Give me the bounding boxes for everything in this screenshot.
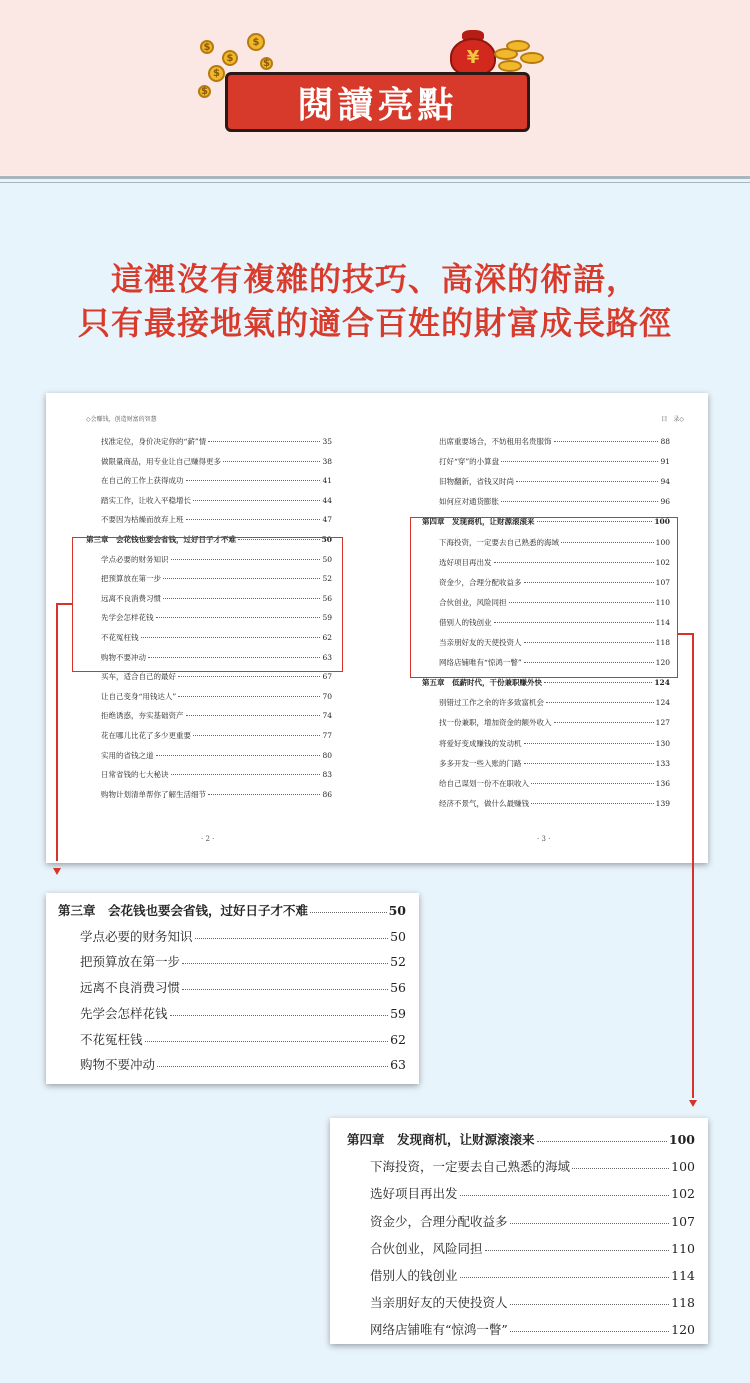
toc-leader-dots: [157, 1065, 388, 1067]
toc-title: 下海投资，一定要去自己熟悉的海域: [439, 537, 559, 547]
toc-page-number: 100: [671, 1159, 695, 1175]
toc-title: 资金少，合理分配收益多: [439, 577, 522, 587]
toc-row: [439, 436, 670, 447]
toc-title: 先学会怎样花钱: [101, 613, 154, 623]
toc-page-number: 120: [671, 1322, 695, 1338]
toc-title: 借别人的钱创业: [370, 1268, 458, 1283]
toc-page-number: 114: [671, 1268, 695, 1283]
toc-page-number: 100: [655, 537, 670, 547]
toc-title: 不花冤枉钱: [80, 1031, 143, 1047]
toc-leader-dots: [531, 802, 654, 804]
toc-row: [370, 1239, 695, 1257]
coin-icon: $: [260, 57, 273, 70]
toc-title: 选好项目再出发: [439, 557, 492, 567]
toc-leader-dots: [145, 1040, 389, 1042]
toc-title: 买车，适合自己的最好: [101, 672, 176, 682]
toc-title: 下海投资，一定要去自己熟悉的海域: [370, 1159, 571, 1175]
toc-leader-dots: [186, 518, 321, 520]
toc-row: [80, 1030, 406, 1048]
toc-leader-dots: [510, 1330, 669, 1332]
page-header: ◇会赚钱，创造财富的智慧: [86, 416, 157, 423]
toc-row: [439, 758, 670, 769]
toc-title: 不花冤枉钱: [101, 633, 139, 642]
toc-leader-dots: [510, 1222, 670, 1224]
toc-page-number: 107: [655, 577, 670, 587]
toc-row: [370, 1266, 695, 1284]
toc-row: [80, 927, 406, 945]
toc-leader-dots: [182, 962, 388, 964]
book-spread: [46, 393, 708, 863]
toc-page-number: 52: [390, 954, 406, 970]
arrow-down-icon: [53, 868, 61, 875]
coin-stack-icon: [498, 60, 522, 72]
toc-leader-dots: [193, 734, 320, 736]
toc-page-number: 80: [322, 750, 332, 760]
toc-leader-dots: [178, 695, 320, 697]
toc-leader-dots: [460, 1194, 670, 1196]
toc-page-number: 56: [322, 593, 332, 603]
toc-leader-dots: [510, 1303, 670, 1305]
toc-page-number: 50: [321, 535, 332, 544]
toc-leader-dots: [193, 499, 320, 501]
toc-row: [439, 738, 670, 749]
toc-page-number: 50: [388, 903, 406, 918]
toc-page-number: 120: [655, 658, 670, 668]
toc-title: 第四章 发现商机，让财源滚滚来: [422, 517, 535, 527]
toc-leader-dots: [208, 440, 320, 442]
toc-leader-dots: [554, 440, 659, 442]
arrow-down-icon: [689, 1100, 697, 1107]
toc-row: [439, 456, 670, 467]
toc-page-number: 50: [322, 554, 332, 564]
toc-page-number: 56: [390, 980, 406, 996]
toc-row: [101, 671, 332, 682]
toc-row: [80, 1055, 406, 1073]
zoom-card-right: [330, 1118, 708, 1344]
toc-page-number: 83: [322, 770, 332, 780]
toc-page-number: 67: [322, 672, 332, 682]
toc-row: [101, 691, 332, 702]
money-bag-icon: ¥: [450, 38, 496, 76]
toc-title: 做限量商品，用专业让自己赚得更多: [101, 456, 221, 466]
toc-leader-dots: [544, 681, 652, 683]
toc-page-number: 77: [322, 731, 332, 740]
toc-page-number: 114: [655, 617, 670, 627]
toc-chapter-row: [347, 1130, 695, 1148]
toc-title: 将爱好变成赚钱的发动机: [439, 738, 522, 748]
toc-page-number: 62: [390, 1031, 406, 1047]
banner-title: 閱讀亮點: [297, 84, 458, 126]
highlight-box-right: [410, 517, 678, 678]
connector-line: [56, 603, 72, 605]
toc-leader-dots: [537, 1140, 667, 1142]
toc-row: [101, 789, 332, 800]
toc-title: 选好项目再出发: [370, 1186, 458, 1202]
toc-row: [439, 697, 670, 708]
coin-icon: $: [200, 40, 214, 54]
toc-row: [101, 710, 332, 721]
toc-title: 第五章 低薪时代，干份兼职赚外快: [422, 678, 542, 688]
toc-page-number: 100: [668, 1132, 695, 1147]
toc-row: [80, 1004, 406, 1022]
toc-row: [80, 978, 406, 996]
toc-page-number: 136: [655, 778, 670, 788]
toc-leader-dots: [531, 782, 654, 784]
toc-row: [370, 1212, 695, 1230]
toc-row: [439, 496, 670, 507]
headline-line-2: 只有最接地氣的適合百姓的財富成長路徑: [77, 304, 672, 342]
toc-page-number: 118: [671, 1295, 695, 1311]
toc-row: [101, 475, 332, 486]
toc-page-number: 130: [655, 738, 670, 748]
toc-row: [439, 798, 670, 809]
toc-leader-dots: [186, 714, 321, 716]
toc-page-number: 102: [671, 1186, 695, 1202]
zoom-card-left: [46, 893, 419, 1084]
toc-title: 购物不要冲动: [80, 1057, 156, 1073]
toc-row: [101, 769, 332, 780]
connector-line: [56, 603, 58, 861]
toc-title: 先学会怎样花钱: [80, 1005, 168, 1021]
toc-chapter-row: [422, 677, 670, 688]
toc-title: 借别人的钱创业: [439, 617, 492, 627]
toc-title: 远离不良消费习惯: [101, 593, 161, 603]
toc-title: 当亲朋好友的天使投资人: [439, 638, 522, 647]
toc-leader-dots: [501, 460, 658, 462]
divider: [0, 182, 750, 183]
toc-title: 找一份兼职，增加资金的额外收入: [439, 718, 552, 728]
toc-title: 经济不景气，做什么最赚钱: [439, 798, 529, 808]
toc-leader-dots: [572, 1167, 669, 1169]
connector-line: [692, 633, 694, 1098]
toc-page-number: 91: [660, 457, 670, 467]
toc-title: 旧物翻新，省钱又时尚: [439, 477, 514, 487]
toc-leader-dots: [460, 1276, 670, 1278]
toc-leader-dots: [182, 988, 388, 990]
toc-row: [101, 514, 332, 525]
coin-icon: $: [208, 65, 225, 82]
toc-title: 学点必要的财务知识: [101, 554, 169, 564]
toc-leader-dots: [223, 460, 320, 462]
divider: [0, 176, 750, 179]
toc-page-number: 94: [660, 477, 670, 487]
toc-title: 网络店铺唯有“惊鸿一瞥”: [370, 1322, 508, 1338]
toc-page-number: 110: [655, 597, 670, 607]
toc-title: 合伙创业，风险同担: [370, 1240, 483, 1256]
toc-row: [370, 1320, 695, 1338]
toc-row: [101, 750, 332, 761]
toc-row: [101, 456, 332, 467]
toc-title: 购物计划清单帮你了解生活细节: [101, 789, 206, 799]
toc-row: [439, 717, 670, 728]
toc-row: [370, 1157, 695, 1175]
toc-page-number: 63: [390, 1057, 406, 1073]
toc-row: [80, 952, 406, 970]
toc-leader-dots: [170, 1014, 389, 1016]
toc-leader-dots: [156, 754, 321, 756]
toc-leader-dots: [524, 742, 654, 744]
toc-title: 拒绝诱惑，夯实基础资产: [101, 711, 184, 721]
toc-page-number: 88: [660, 437, 670, 446]
toc-leader-dots: [501, 500, 658, 502]
toc-page-number: 74: [322, 711, 332, 721]
toc-title: 第三章 会花钱也要会省钱，过好日子才不难: [86, 535, 236, 544]
toc-title: 多多开发一些入账的门路: [439, 758, 522, 768]
toc-title: 花在哪儿比花了多少更重要: [101, 731, 191, 740]
highlight-banner: [225, 72, 530, 132]
coin-stack-icon: [506, 40, 530, 52]
toc-leader-dots: [178, 675, 320, 677]
toc-leader-dots: [208, 793, 320, 795]
toc-row: [101, 730, 332, 741]
toc-title: 购物不要冲动: [101, 652, 146, 662]
highlight-box-left: [72, 537, 343, 672]
toc-title: 出席重要场合，不妨租用名贵服饰: [439, 437, 552, 446]
toc-title: 资金少，合理分配收益多: [370, 1213, 508, 1229]
toc-page-number: 35: [322, 437, 332, 446]
toc-row: [370, 1293, 695, 1311]
toc-page-number: 38: [322, 456, 332, 466]
toc-page-number: 110: [671, 1240, 695, 1256]
toc-page-number: 70: [322, 691, 332, 701]
toc-page-number: 127: [655, 718, 670, 728]
toc-row: [370, 1184, 695, 1202]
coin-icon: $: [247, 33, 265, 51]
toc-title: 远离不良消费习惯: [80, 980, 181, 996]
toc-title: 当亲朋好友的天使投资人: [370, 1295, 508, 1311]
toc-title: 实用的省钱之道: [101, 750, 154, 760]
toc-title: 在自己的工作上获得成功: [101, 476, 184, 486]
toc-title: 给自己谋划一份不在职收入: [439, 778, 529, 788]
toc-page-number: 47: [322, 515, 332, 525]
coin-stack-icon: [520, 52, 544, 64]
toc-title: 不要因为枯燥而放弃上班: [101, 515, 184, 525]
toc-title: 打好“穿”的小算盘: [439, 457, 500, 467]
toc-leader-dots: [485, 1249, 670, 1251]
toc-title: 第三章 会花钱也要会省钱，过好日子才不难: [58, 903, 309, 918]
headline-line-1: 這裡沒有複雜的技巧、高深的術語，: [110, 260, 639, 298]
toc-page-number: 124: [654, 678, 670, 688]
toc-title: 别错过工作之余的许多致富机会: [439, 698, 544, 708]
toc-page-number: 86: [322, 789, 332, 799]
coin-icon: $: [222, 50, 238, 66]
toc-page-number: 44: [322, 495, 332, 505]
toc-leader-dots: [195, 937, 389, 939]
toc-page-number: 124: [655, 698, 670, 708]
toc-page-number: 133: [655, 758, 670, 768]
toc-title: 合伙创业，风险同担: [439, 597, 507, 607]
page-header: 目 录◇: [661, 416, 684, 423]
toc-row: [101, 436, 332, 447]
toc-title: 如何应对通货膨胀: [439, 497, 499, 507]
toc-title: 踏实工作，让收入平稳增长: [101, 495, 191, 505]
toc-page-number: 59: [322, 613, 332, 623]
toc-leader-dots: [546, 701, 654, 703]
toc-leader-dots: [554, 721, 654, 723]
toc-page-number: 52: [322, 574, 332, 584]
toc-leader-dots: [171, 773, 321, 775]
page-number: · 2 ·: [201, 835, 215, 843]
toc-page-number: 63: [322, 652, 332, 662]
toc-leader-dots: [516, 480, 658, 482]
toc-title: 学点必要的财务知识: [80, 928, 193, 944]
toc-chapter-row: [58, 901, 406, 919]
toc-page-number: 50: [390, 928, 406, 944]
toc-page-number: 102: [655, 557, 670, 567]
toc-page-number: 96: [660, 497, 670, 507]
toc-page-number: 107: [671, 1213, 695, 1229]
toc-row: [101, 495, 332, 506]
toc-title: 把预算放在第一步: [101, 574, 161, 584]
toc-leader-dots: [524, 762, 654, 764]
toc-row: [439, 778, 670, 789]
toc-title: 日常省钱的七大秘诀: [101, 770, 169, 780]
toc-page-number: 118: [655, 638, 670, 647]
toc-leader-dots: [310, 911, 387, 913]
toc-title: 把预算放在第一步: [80, 954, 181, 970]
toc-page-number: 41: [322, 476, 332, 486]
toc-title: 网络店铺唯有“惊鸿一瞥”: [439, 658, 522, 668]
toc-row: [439, 476, 670, 487]
coin-icon: $: [198, 85, 211, 98]
toc-title: 找准定位，身价决定你的“薪”情: [101, 437, 207, 446]
toc-leader-dots: [186, 479, 321, 481]
toc-page-number: 62: [322, 633, 332, 642]
toc-title: 第四章 发现商机，让财源滚滚来: [347, 1132, 535, 1147]
toc-page-number: 59: [390, 1005, 406, 1021]
toc-page-number: 100: [654, 517, 670, 527]
page-number: · 3 ·: [537, 835, 551, 843]
toc-title: 让自己变身“用钱达人”: [101, 691, 177, 701]
toc-page-number: 139: [655, 798, 670, 808]
